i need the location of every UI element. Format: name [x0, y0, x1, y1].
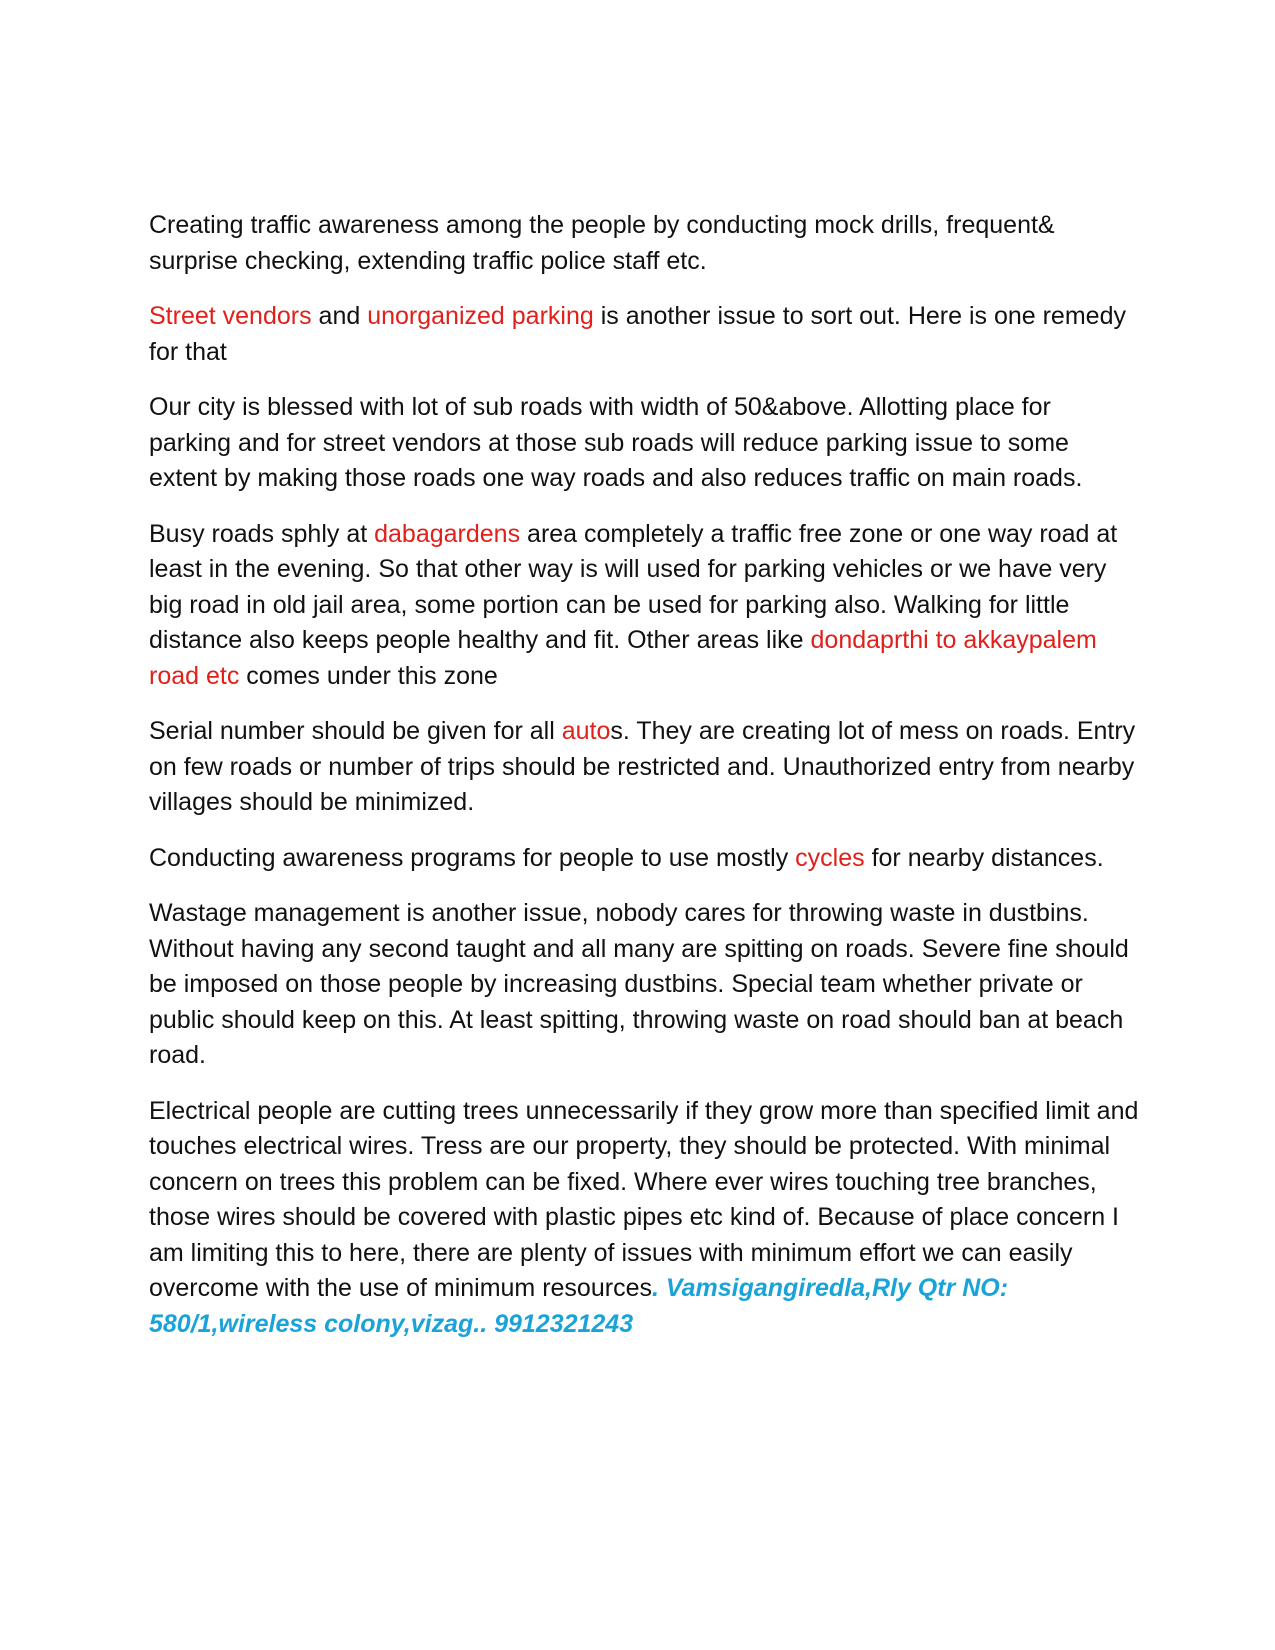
paragraph-text: Creating traffic awareness among the people by conducting mock drills, frequent& surprise checking, extending traffic police staff etc.	[149, 211, 1055, 275]
document-body	[149, 208, 1139, 1362]
paragraph-wastage	[149, 896, 1139, 1074]
paragraph-text: Our city is blessed with lot of sub roads with width of 50&above. Allotting place for parking and for street vendors at those sub roads will reduce parking issue to some extent by making those roads one way roads and also reduces traffic on main roads.	[149, 393, 1083, 492]
paragraph-text: Serial number should be given for all	[149, 717, 562, 745]
paragraph-autos	[149, 714, 1139, 821]
paragraph-text: area completely a traffic free zone or one way road at least in the evening. So that other way is will used for parking vehicles or we have very big road in old jail area, some portion can be used for parking also. Walking for little distance also keeps people healthy and fit. Other areas like	[149, 519, 1118, 654]
paragraph-text: Conducting awareness programs for people to use mostly	[149, 843, 796, 872]
paragraph-text: comes under this zone	[239, 661, 498, 690]
paragraph-cycles	[149, 841, 1139, 877]
paragraph-text: is another issue to sort out. Here is one remedy for that	[149, 302, 1126, 366]
author-signature: . Vamsigangiredla,Rly Qtr NO: 580/1,wireless colony,vizag.. 9912321243	[149, 1274, 1009, 1338]
paragraph-busy-roads	[149, 517, 1139, 695]
paragraph-text: for nearby distances.	[864, 843, 1104, 872]
highlight-unorganized-parking: unorganized parking	[367, 302, 594, 330]
paragraph-text: Electrical people are cutting trees unnecessarily if they grow more than specified limit and touches electrical wires. Tress are our property, they should be protected. With minimal concern on trees this problem can be fixed. Where ever wires touching tree branches, those wires should be covered with plastic pipes etc kind of. Because of place concern I am limiting this to here, there are plenty of issues with minimum effort we can easily overcome with the use of minimum resources	[149, 1096, 1139, 1302]
paragraph-text: s. They are creating lot of mess on roads. Entry on few roads or number of trips should be restricted and. Unauthorized entry from nearby villages should be minimized.	[149, 717, 1136, 816]
paragraph-sub-roads	[149, 390, 1139, 497]
paragraph-traffic-awareness	[149, 208, 1139, 279]
paragraph-text: and	[311, 302, 368, 330]
highlight-dabagardens: dabagardens	[374, 519, 521, 548]
highlight-street-vendors: Street vendors	[149, 302, 312, 330]
paragraph-text: Busy roads sphly at	[149, 519, 375, 548]
highlight-autos: auto	[561, 717, 611, 745]
highlight-cycles: cycles	[795, 843, 865, 872]
paragraph-text: Wastage management is another issue, nobody cares for throwing waste in dustbins. Without having any second taught and all many are spitting on roads. Severe fine should be imposed on those people by increasing dustbins. Special team whether private or public should keep on this. At least spitting, throwing waste on road should ban at beach road.	[149, 899, 1129, 1069]
paragraph-trees	[149, 1094, 1139, 1343]
paragraph-street-vendors	[149, 299, 1139, 370]
highlight-dondaprthi-road: dondaprthi to akkaypalem road etc	[149, 626, 1097, 690]
